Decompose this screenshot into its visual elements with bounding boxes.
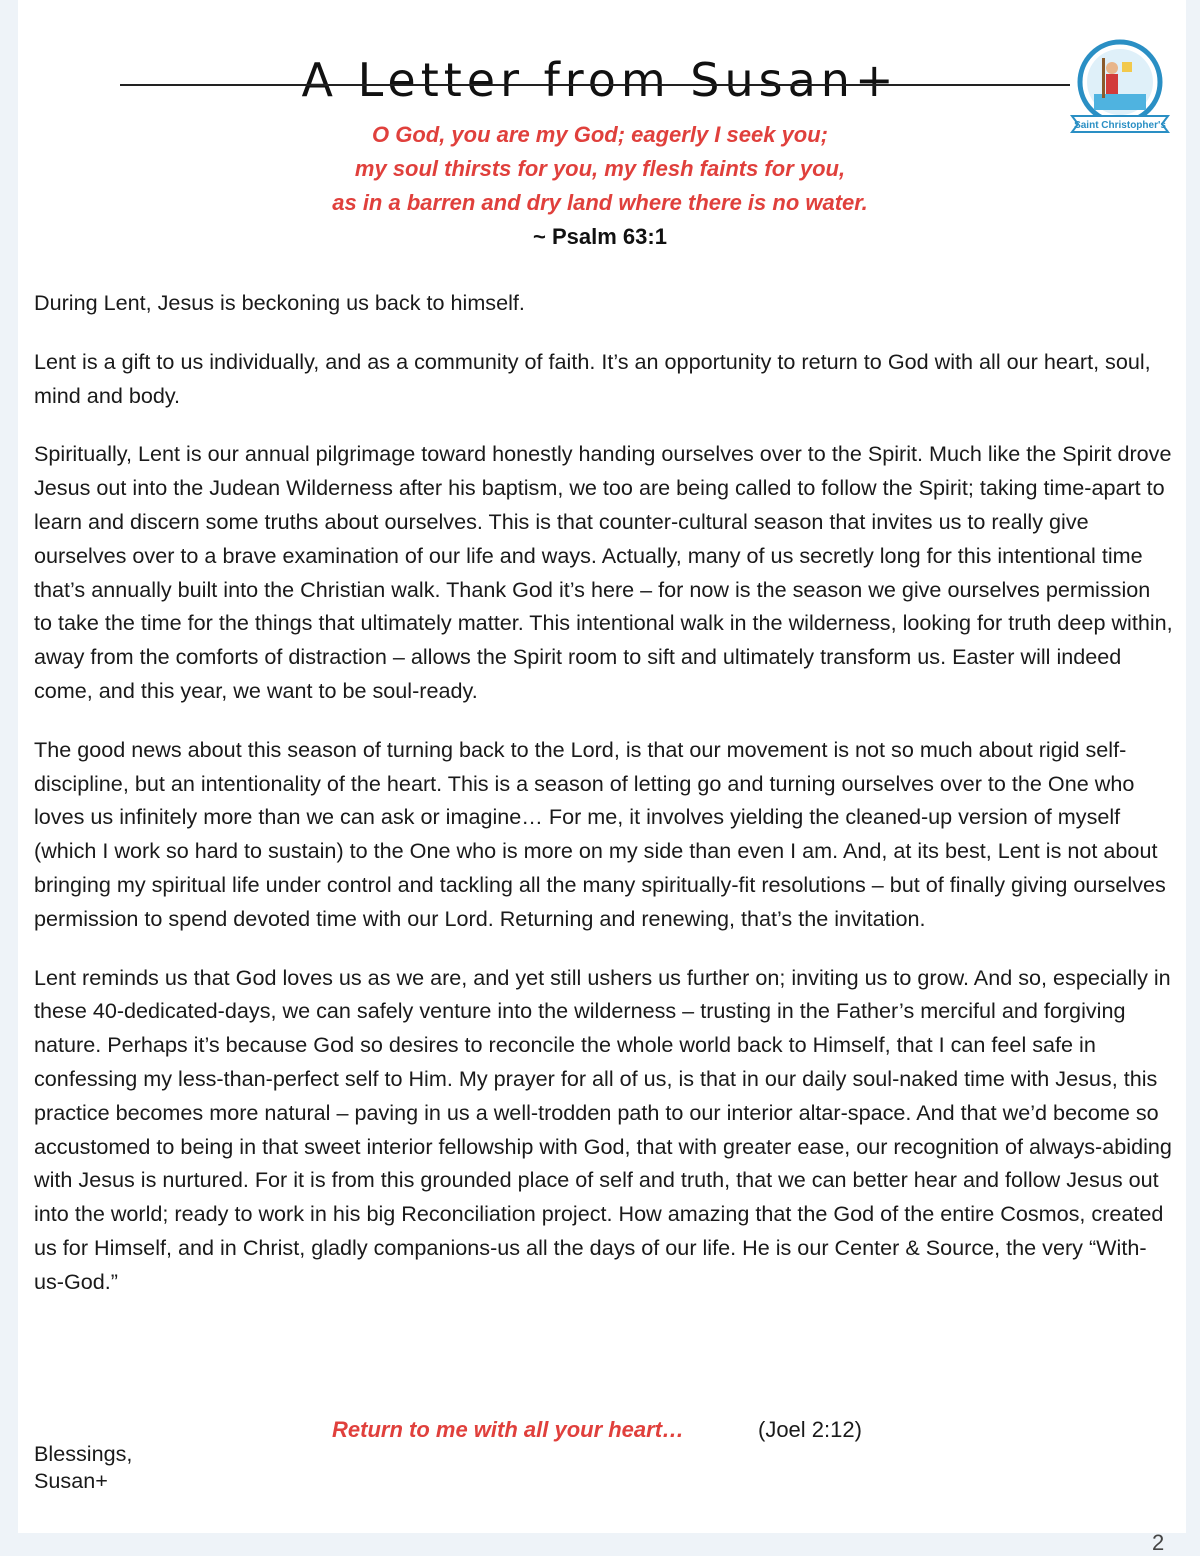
epigraph-line: as in a barren and dry land where there is no water. [332,190,868,215]
title-divider [120,84,1070,86]
epigraph-line: O God, you are my God; eagerly I seek you; [371,122,829,147]
signoff-greeting: Blessings, [34,1441,133,1466]
epigraph-line: my soul thirsts for you, my flesh faints for you, [354,156,846,181]
paragraph-gift: Lent is a gift to us individually, and as a community of faith. It’s an opportunity to return to God with all our heart, soul, mind and body. [34,348,1151,408]
paragraph-good-news: The good news about this season of turning back to the Lord, is that our movement is not so much about rigid self-discipline, but an intentionality of the heart. This is a season of letting go and turning ourselves over to the One who loves us infinitely more than we can ask or imagine… For me, it involves yielding the cleaned-up version of myself (which I work so hard to sustain) to the One who is more on my side than even I am. And, at its best, Lent is not about bringing my spiritual life under control and tackling all the many spiritually-fit resolutions – but of finally giving ourselves permission to spend devoted time with our Lord. Returning and renewing, that’s the invitation. [34,736,1166,931]
paragraph-pilgrimage: Spiritually, Lent is our annual pilgrimage toward honestly handing ourselves over to the Spirit. Much like the Spirit drove Jesus out into the Judean Wilderness after his baptism, we too are being called to follow the Spirit; taking time-apart to learn and discern some truths about ourselves. This is that counter-cultural season that invites us to really give ourselves over to a brave examination of our life and ways. Actually, many of us secretly long for this intentional time that’s annually built into the Christian walk. Thank God it’s here – for now is the season we give ourselves permission to take the time for the things that ultimately matter. This intentional walk in the wilderness, looking for truth deep within, away from the comforts of distraction – allows the Spirit room to sift and ultimately transform us. Easter will indeed come, and this year, we want to be soul-ready. [34,441,1173,703]
signoff-name: Susan+ [34,1468,108,1493]
signoff [34,1440,132,1494]
letter-body [34,286,1174,1324]
closing-verse-reference: (Joel 2:12) [758,1417,862,1442]
logo-lettering: Saint Christopher's [1074,120,1166,131]
closing-verse-text: Return to me with all your heart… [332,1417,685,1442]
page-number: 2 [1152,1530,1165,1555]
epigraph-citation: ~ Psalm 63:1 [533,224,667,249]
page-title: A Letter from Susan+ [301,52,899,107]
paragraph-intro: During Lent, Jesus is beckoning us back to himself. [34,290,525,315]
paragraph-reminder: Lent reminds us that God loves us as we are, and yet still ushers us further on; inviting us to grow. And so, especially in these 40-dedicated-days, we can safely venture into the wilderness – trusting in the Father’s merciful and forgiving nature. Perhaps it’s because God so desires to reconcile the whole world back to Himself, that I can feel safe in confessing my less-than-perfect self to Him. My prayer for all of us, is that in our daily soul-naked time with Jesus, this practice becomes more natural – paving in us a well-trodden path to our interior altar-space. And that we’d become so accustomed to being in that sweet interior fellowship with God, that with greater ease, our recognition of always-abiding with Jesus is nurtured. For it is from this grounded place of self and truth, that we can better hear and follow Jesus out into the world; ready to work in his big Reconciliation project. How amazing that the God of the entire Cosmos, created us for Himself, and in Christ, gladly companions-us all the days of our life. He is our Center & Source, the very “With-us-God.” [34,964,1172,1294]
epigraph [0,118,1200,254]
